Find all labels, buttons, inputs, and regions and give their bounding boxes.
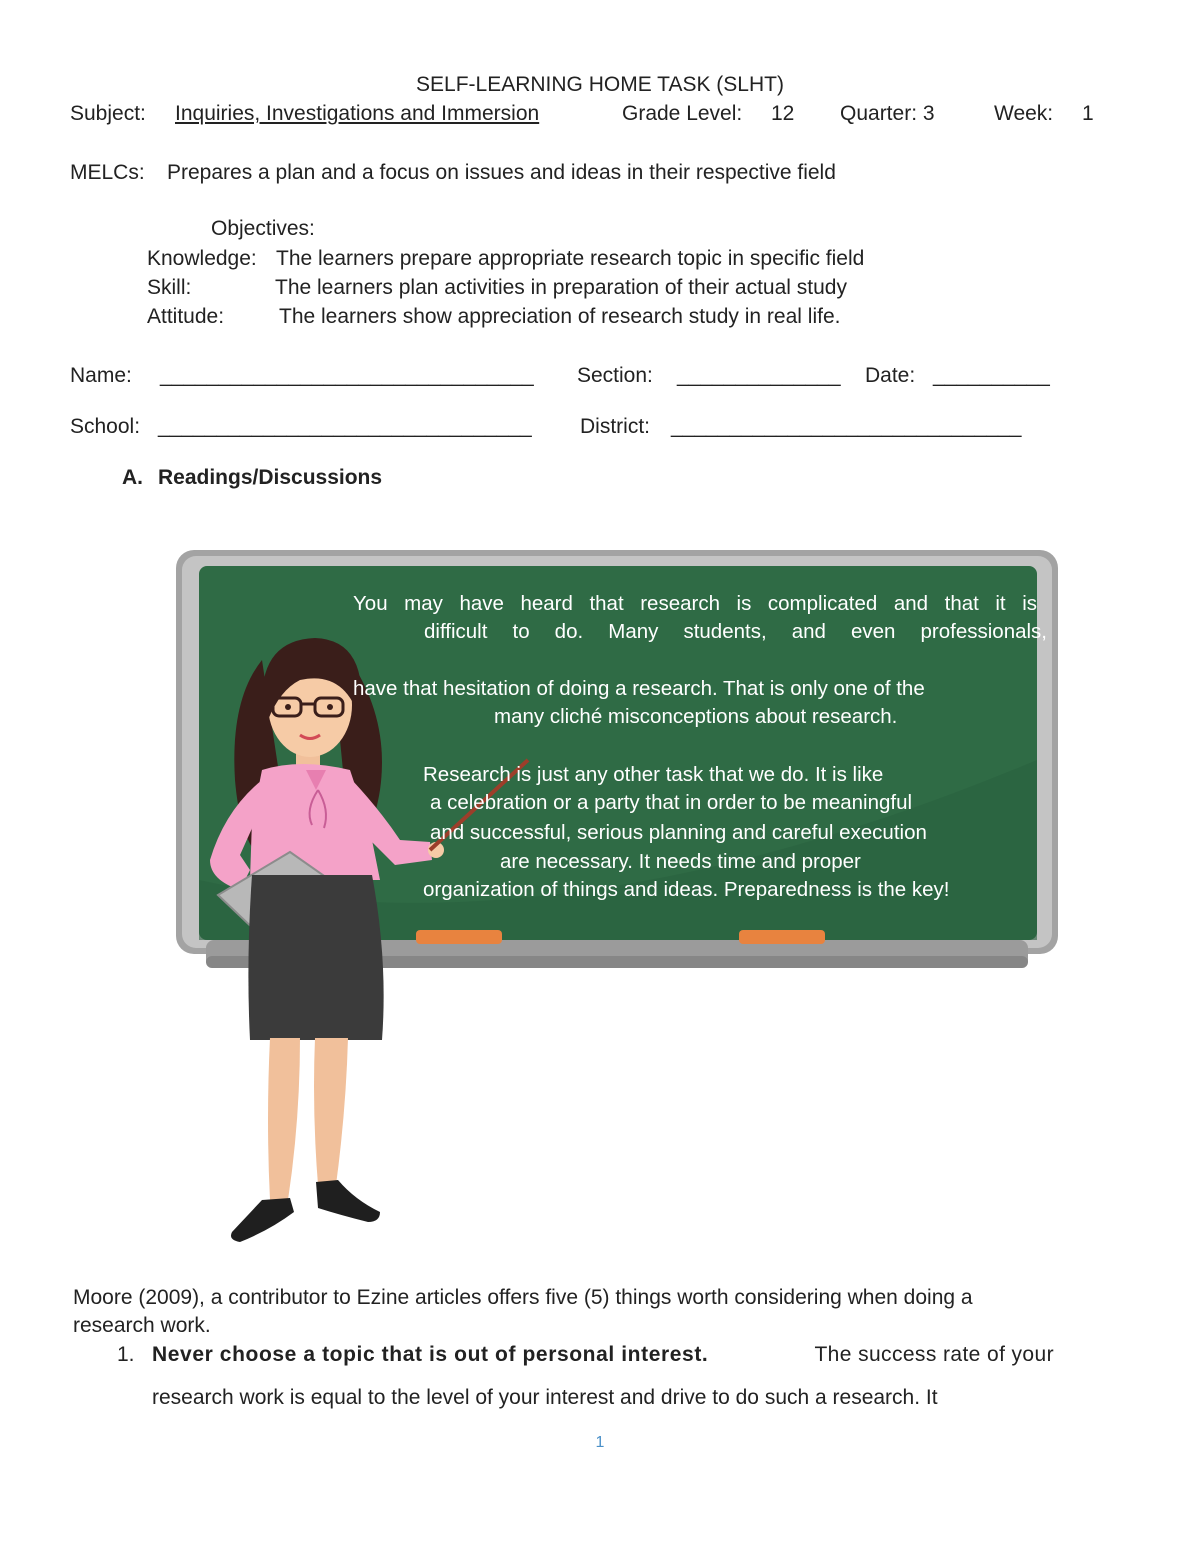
melcs-label: MELCs:	[70, 161, 145, 184]
skill-text: The learners plan activities in preparation of their actual study	[275, 276, 847, 299]
grade-value: 12	[771, 102, 795, 125]
date-field[interactable]: __________	[933, 364, 1050, 387]
chalkboard-line: are necessary. It needs time and proper	[500, 850, 861, 873]
subject-value: Inquiries, Investigations and Immersion	[175, 102, 540, 125]
list-item-number: 1.	[117, 1343, 135, 1366]
name-field[interactable]: ________________________________	[160, 364, 534, 387]
chalkboard-line: You may have heard that research is complicated and that it is	[353, 592, 1037, 615]
objectives-heading: Objectives:	[211, 217, 315, 240]
school-label: School:	[70, 415, 141, 438]
chalkboard-line: difficult to do. Many students, and even professionals,	[424, 620, 1047, 643]
week-label: Week:	[994, 102, 1054, 125]
attitude-text: The learners show appreciation of research study in real life.	[279, 305, 841, 328]
chalkboard-line: a celebration or a party that in order to be meaningful	[430, 791, 913, 814]
melcs-text: Prepares a plan and a focus on issues and ideas in their respective field	[167, 161, 836, 184]
list-item-heading: Never choose a topic that is out of personal interest.	[152, 1343, 709, 1366]
week-value: 1	[1082, 102, 1094, 125]
chalkboard-line: and successful, serious planning and careful execution	[430, 821, 927, 844]
intro-line: research work.	[73, 1314, 211, 1337]
list-item-first-line	[152, 1341, 1054, 1369]
date-label: Date:	[865, 364, 916, 387]
section-label: Section:	[577, 364, 653, 387]
school-field[interactable]: ________________________________	[158, 415, 532, 438]
page-number: 1	[595, 1434, 605, 1451]
name-label: Name:	[70, 364, 132, 387]
quarter-label: Quarter: 3	[840, 102, 935, 125]
list-item-text: research work is equal to the level of your interest and drive to do such a research. It	[152, 1386, 938, 1409]
district-label: District:	[580, 415, 650, 438]
knowledge-text: The learners prepare appropriate research topic in specific field	[276, 247, 865, 270]
grade-label: Grade Level:	[622, 102, 743, 125]
document-title: SELF-LEARNING HOME TASK (SLHT)	[416, 73, 784, 96]
chalk-piece-left	[416, 930, 502, 944]
section-field[interactable]: ______________	[677, 364, 841, 387]
subject-label: Subject:	[70, 102, 146, 125]
chalkboard-line: many cliché misconceptions about research.	[494, 705, 898, 728]
chalk-piece-right	[739, 930, 825, 944]
chalkboard-line: have that hesitation of doing a research. That is only one of the	[353, 677, 925, 700]
section-a-marker: A.	[122, 466, 143, 489]
skill-label: Skill:	[147, 276, 192, 299]
list-item-text: The success rate of your	[814, 1343, 1054, 1366]
chalkboard-line: organization of things and ideas. Preparedness is the key!	[423, 878, 950, 901]
chalkboard-line: Research is just any other task that we do. It is like	[423, 763, 884, 786]
intro-line: Moore (2009), a contributor to Ezine articles offers five (5) things worth considering when doing a	[73, 1286, 973, 1309]
section-a-title: Readings/Discussions	[158, 466, 383, 489]
district-field[interactable]: ______________________________	[671, 415, 1022, 438]
knowledge-label: Knowledge:	[147, 247, 257, 270]
attitude-label: Attitude:	[147, 305, 225, 328]
